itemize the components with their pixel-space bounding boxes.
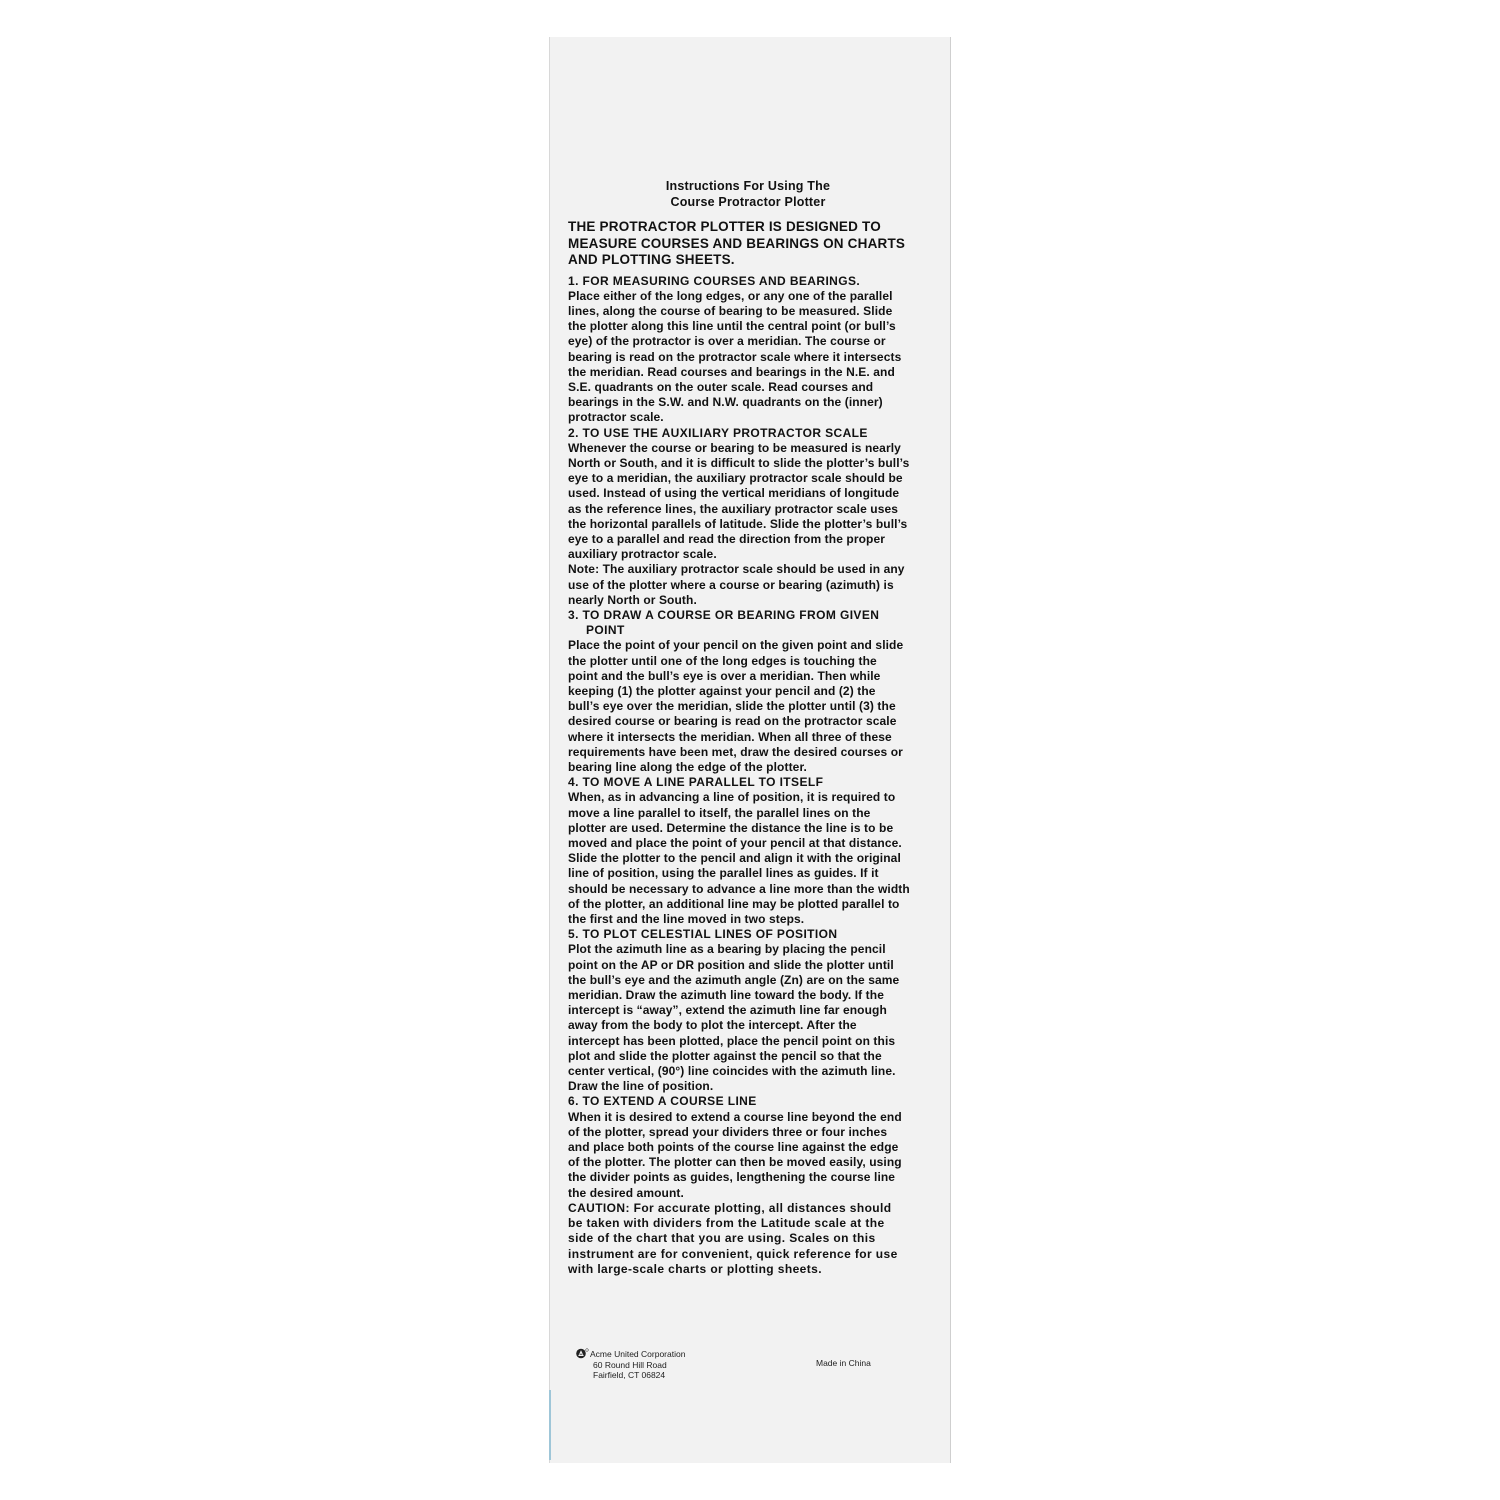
section-heading: 6. TO EXTEND A COURSE LINE — [568, 1094, 757, 1109]
section-body: Plot the azimuth line as a bearing by placing the pencil point on the AP or DR position and slide the plotter until the bull’s eye and the azimuth angle (Zn) are on the same meridian. Draw the azimuth line toward the body. If the intercept is “away”, extend the azimuth line far enough away from the body to plot the intercept. After the intercept has been plotted, place the pencil point on this plot and slide the plotter against the pencil so that the center vertical, (90°) line coincides with the azimuth line. Draw the line of position. — [568, 942, 900, 1094]
title-line-1: Instructions For Using The — [665, 179, 831, 193]
section-heading: 3. TO DRAW A COURSE OR BEARING FROM GIVEN POINT — [568, 607, 880, 638]
section-move-line — [568, 775, 910, 927]
company-address-1: 60 Round Hill Road — [593, 1359, 667, 1370]
acme-logo-icon — [576, 1348, 589, 1359]
section-auxiliary — [568, 426, 910, 608]
section-body: Whenever the course or bearing to be measured is nearly North or South, and it is difficult to slide the plotter’s bull’s eye to a meridian, the auxiliary protractor scale should be used. Instead of using the vertical meridians of longitude as the reference lines, the auxiliary protractor scale uses the horizontal parallels of latitude. Slide the plotter’s bull’s eye to a parallel and read the direction from the proper auxiliary protractor scale. — [568, 440, 910, 562]
section-note: Note: The auxiliary protractor scale should be used in any use of the plotter where a course or bearing (azimuth) is nearly North or South. — [568, 562, 905, 607]
section-body: Place the point of your pencil on the given point and slide the plotter until one of the long edges is touching the point and the bull’s eye is over a meridian. Then while keeping (1) the plotter against your pencil and (2) the bull’s eye over the meridian, slide the plotter until (3) the desired course or bearing is read on the protractor scale where it intersects the meridian. When all three of these requirements have been met, draw the desired courses or bearing line along the edge of the plotter. — [568, 638, 904, 774]
section-body: Place either of the long edges, or any one of the parallel lines, along the course of bearing to be measured. Slide the plotter along this line until the central point (or bull’s eye) of the protractor is over a meridian. The course or bearing is read on the protractor scale where it intersects the meridian. Read courses and bearings in the N.E. and S.E. quadrants on the outer scale. Read courses and bearings in the S.W. and N.W. quadrants on the (inner) protractor scale. — [568, 288, 902, 425]
edge-accent — [549, 1390, 551, 1460]
section-draw-course — [568, 608, 910, 775]
company-line — [576, 1348, 685, 1360]
section-heading: 4. TO MOVE A LINE PARALLEL TO ITSELF — [568, 775, 824, 790]
section-body: When, as in advancing a line of position, it is required to move a line parallel to itself, the parallel lines on the plotter are used. Determine the distance the line is to be moved and place the point of your pencil at that distance. Slide the plotter to the pencil and align it with the original line of position, using the parallel lines as guides. If it should be necessary to advance a line more than the width of the plotter, an additional line may be plotted parallel to the first and the line moved in two steps. — [568, 790, 910, 927]
instructions-title — [586, 178, 910, 210]
company-address-2: Fairfield, CT 06824 — [593, 1370, 666, 1380]
intro-paragraph: THE PROTRACTOR PLOTTER IS DESIGNED TO MEASURE COURSES AND BEARINGS ON CHARTS AND PLOTTING SHEETS. — [568, 219, 906, 267]
made-in-label: Made in China — [816, 1358, 871, 1368]
section-heading: 1. FOR MEASURING COURSES AND BEARINGS. — [568, 273, 861, 288]
title-line-2: Course Protractor Plotter — [670, 195, 826, 209]
section-body: When it is desired to extend a course line beyond the end of the plotter, spread your dividers three or four inches and place both points of the course line against the edge of the plotter. The plotter can then be moved easily, using the divider points as guides, lengthening the course line the desired amount. — [568, 1109, 902, 1200]
section-extend-course — [568, 1094, 910, 1276]
section-heading: 2. TO USE THE AUXILIARY PROTRACTOR SCALE — [568, 425, 868, 440]
company-name: Acme United Corporation — [590, 1349, 686, 1359]
instruction-card — [549, 37, 951, 1463]
footer — [576, 1348, 916, 1392]
section-measuring — [568, 274, 910, 426]
caution-text: CAUTION: For accurate plotting, all distances should be taken with dividers from the Latitude scale at the side of the chart that you are using. Scales on this instrument are for convenient, quick reference for use with large-scale charts or plotting sheets. — [568, 1200, 898, 1276]
company-info — [576, 1348, 685, 1381]
section-celestial — [568, 927, 910, 1094]
section-heading: 5. TO PLOT CELESTIAL LINES OF POSITION — [568, 927, 838, 942]
instructions-content — [568, 178, 910, 1277]
